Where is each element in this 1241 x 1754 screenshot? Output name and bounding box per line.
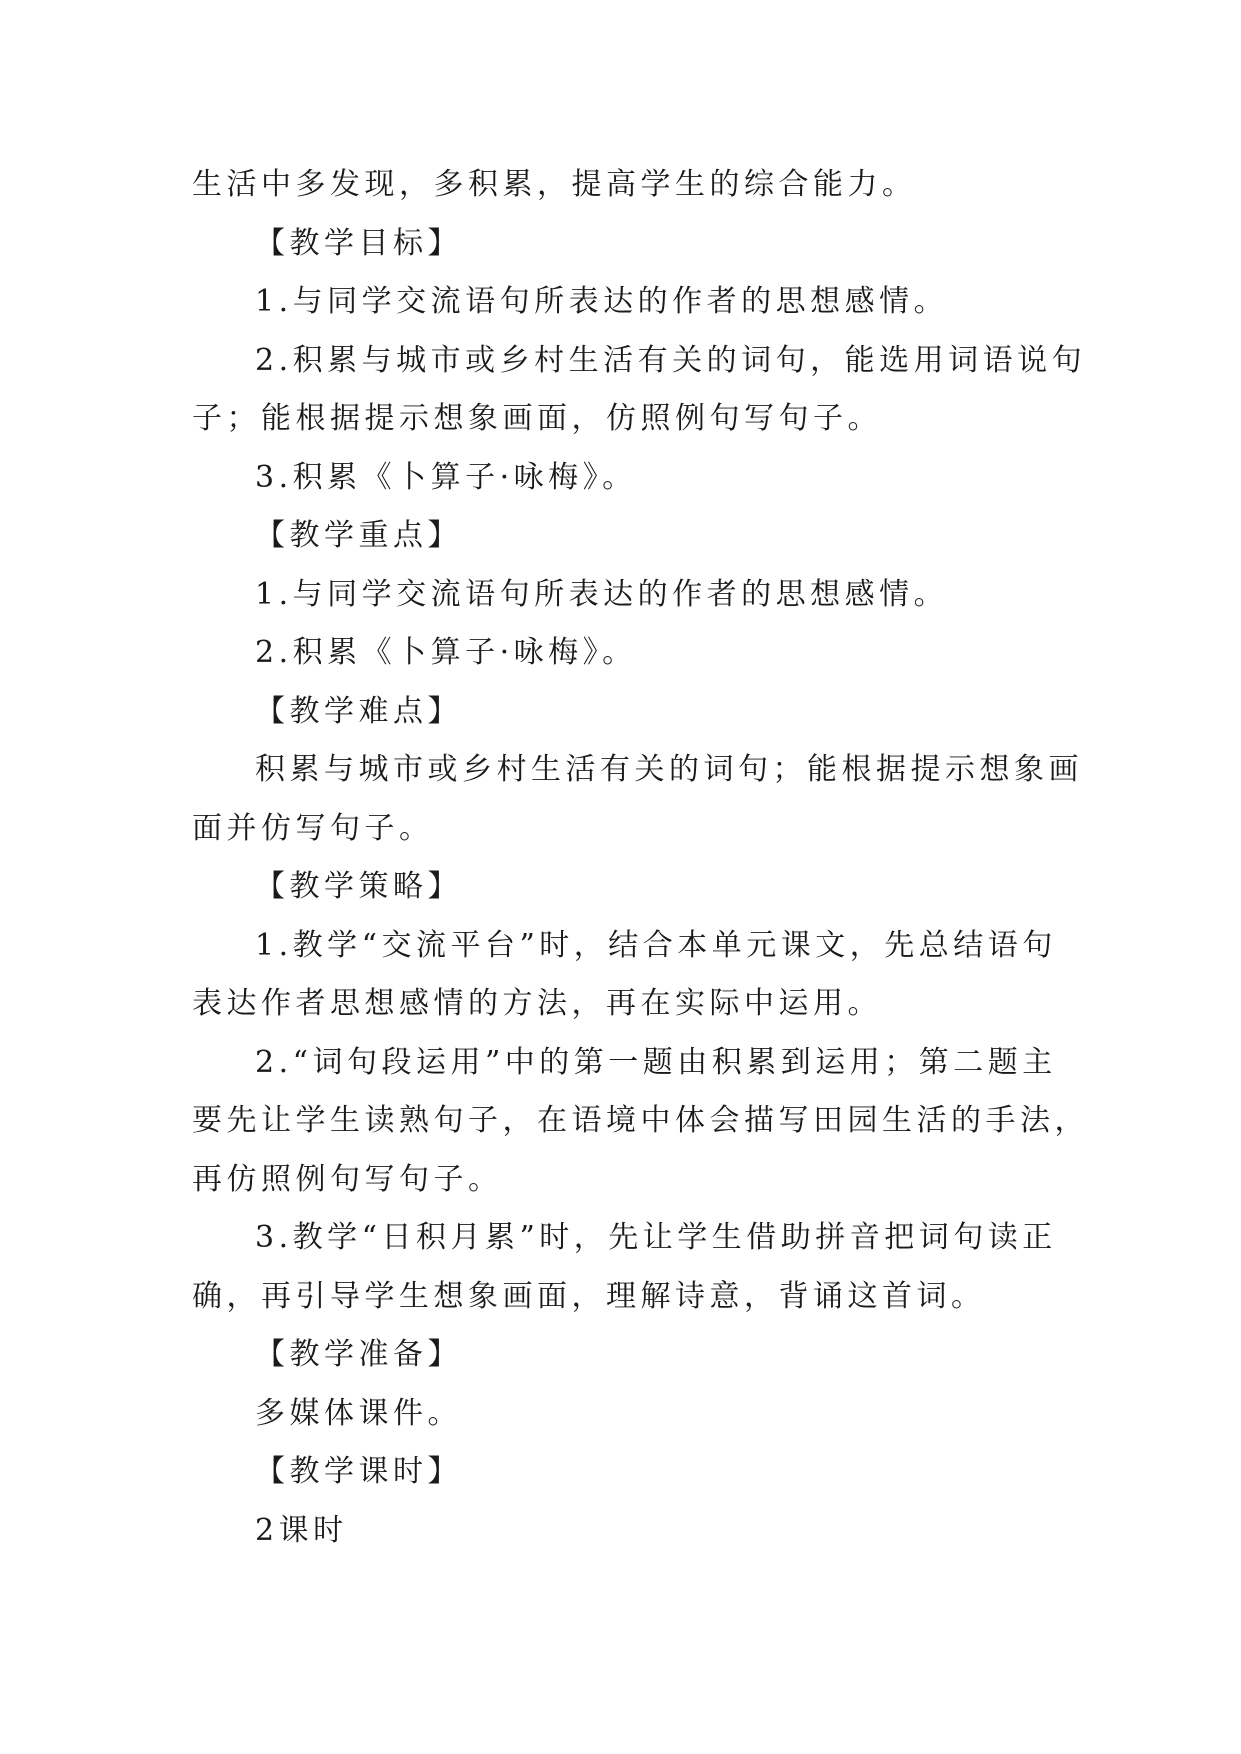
strategy-item-1-line-1: 1.教学“交流平台”时，结合本单元课文，先总结语句 (255, 927, 1057, 963)
section-heading-strategies: 【教学策略】 (255, 869, 462, 904)
class-hours-text: 2课时 (255, 1512, 348, 1548)
section-heading-class-hours: 【教学课时】 (255, 1454, 462, 1489)
section-heading-key-points: 【教学重点】 (255, 518, 462, 553)
section-heading-difficulties: 【教学难点】 (255, 693, 462, 729)
strategy-item-2-line-2: 要先让学生读熟句子，在语境中体会描写田园生活的手法， (192, 1103, 1089, 1138)
objective-item-1: 1.与同学交流语句所表达的作者的思想感情。 (255, 284, 949, 319)
difficulty-text-line-1: 积累与城市或乡村生活有关的词句；能根据提示想象画 (255, 752, 1083, 787)
section-heading-objectives: 【教学目标】 (255, 225, 462, 261)
objective-item-2-line-1: 2.积累与城市或乡村生活有关的词句，能选用词语说句 (255, 342, 1087, 378)
section-heading-preparation: 【教学准备】 (255, 1337, 462, 1372)
strategy-item-3-line-2: 确，再引导学生想象画面，理解诗意，背诵这首词。 (192, 1278, 986, 1314)
strategy-item-2-line-1: 2.“词句段运用”中的第一题由积累到运用；第二题主 (255, 1044, 1057, 1080)
preparation-text: 多媒体课件。 (255, 1395, 462, 1431)
strategy-item-2-line-3: 再仿照例句写句子。 (192, 1161, 503, 1197)
objective-item-2-line-2: 子；能根据提示想象画面，仿照例句写句子。 (192, 401, 882, 436)
body-line-continuation: 生活中多发现，多积累，提高学生的综合能力。 (192, 167, 917, 202)
difficulty-text-line-2: 面并仿写句子。 (192, 810, 434, 846)
key-point-item-1: 1.与同学交流语句所表达的作者的思想感情。 (255, 576, 949, 612)
strategy-item-1-line-2: 表达作者思想感情的方法，再在实际中运用。 (192, 986, 882, 1021)
strategy-item-3-line-1: 3.教学“日积月累”时，先让学生借助拼音把词句读正 (255, 1220, 1057, 1255)
key-point-item-2: 2.积累《卜算子·咏梅》。 (255, 635, 637, 670)
objective-item-3: 3.积累《卜算子·咏梅》。 (255, 459, 637, 495)
document-body (192, 156, 1089, 1560)
